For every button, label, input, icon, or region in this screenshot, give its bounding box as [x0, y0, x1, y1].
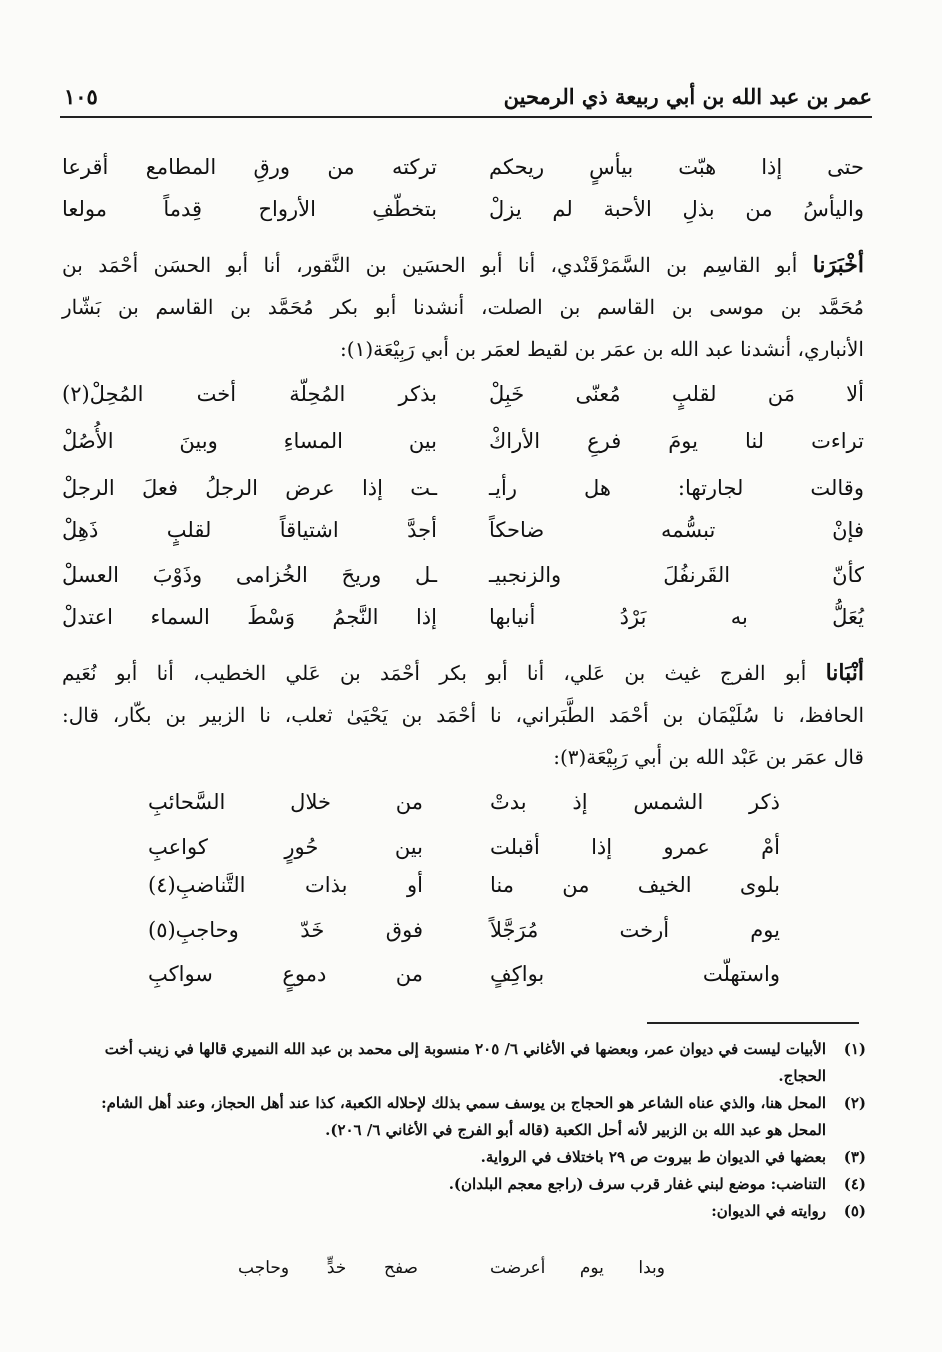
verse-line [62, 155, 864, 195]
paragraph-line: الحافظ، نا سُلَيْمَان بن أحْمَد الطَّبَراني، نا أحْمَد بن يَحْيَىٰ ثعلب، نا الزبير بن بكّار، قال: [62, 703, 864, 727]
verse-hemistich-second: بين المساءِ وبينَ الأُصُلْ [62, 429, 437, 453]
verse-hemistich-second: إذا النَّجمُ وَسْطَ السماء اعتدلْ [62, 605, 437, 629]
paragraph-line: الأنباري، أنشدنا عبد الله بن عمَر بن لقيط لعمَر بن أبي رَبِيْعَة(١): [340, 337, 864, 361]
verse-hemistich-first: تراءت لنا يومَ فرعِ الأراكْ [489, 429, 864, 453]
verse-line [148, 873, 780, 913]
verse-hemistich-second: أو بذات التَّناضبِ(٤) [148, 873, 423, 897]
verse-hemistich-first: يُعَلُّ به بَرْدُ أنيابها [489, 605, 864, 629]
verse-hemistich-first: بلوى الخيف من منا [490, 873, 780, 897]
footnote-text: الأبيات ليست في ديوان عمر، وبعضها في الأغاني ٦/ ٢٠٥ منسوبة إلى محمد بن عبد الله النميري قالها في زينب أخت الحجاج. [104, 1040, 826, 1085]
verse-hemistich-first: واليأسُ من بذلِ الأحبة لم يزلْ [489, 197, 864, 221]
footnote-number: (٢) [843, 1094, 866, 1112]
footnote-number: (٤) [843, 1175, 866, 1193]
paragraph-line: قال عمَر بن عَبْد الله بن أبي رَبِيْعَة(٣): [553, 745, 864, 769]
verse-hemistich-second: تركته من ورقِ المطامع أقرعا [62, 155, 437, 179]
paragraph-line: أنْبَانا أبو الفرج غيث بن عَلي، أنا أبو بكر أحْمَد بن عَلي الخطيب، أنا أبو نُعَيم [62, 660, 864, 686]
footnote [60, 1171, 866, 1198]
verse-hemistich-second: بتخطّفِ الأرواح قِدماً مولعا [62, 197, 437, 221]
footnote-number: (٣) [843, 1148, 866, 1166]
verse-hemistich-first: أمْ عمرو إذا أقبلت [490, 835, 780, 859]
footnote-text: روايته في الديوان: [711, 1202, 826, 1220]
verse-hemistich-first: حتى إذا هبّت بيأسٍ ريحكم [489, 155, 864, 179]
verse-line [148, 835, 780, 875]
footnote [60, 1198, 866, 1225]
footnotes [60, 1036, 866, 1225]
header-rule [60, 116, 872, 118]
page-header [60, 80, 872, 120]
paragraph-line: أخْبَرَنا أبو القاسِم بن السَّمَرْقَنْدي، أنا أبو الحسَين بن النَّقور، أنا أبو الحسَن أحْمَد بن [62, 252, 865, 278]
footnote [60, 1090, 866, 1144]
verse-hemistich-second: فوق خَدّ وحاجبِ(٥) [148, 918, 423, 942]
verse-hemistich-first: يوم أرخت مُرَجَّلاً [490, 918, 780, 942]
verse-line [62, 518, 864, 558]
verse-hemistich-first: ألا مَن لقلبٍ مُعنّى خَبِلْ [489, 382, 864, 406]
footnote-number: (١) [843, 1040, 866, 1058]
verse-hemistich-second: بين حُورٍ كواعبِ [148, 835, 423, 859]
verse-hemistich-first: واستهلّت بواكِفٍ [490, 962, 780, 986]
verse-hemistich-second: ـل وريحَ الخُزامى وذَوْبَ العسلْ [62, 563, 437, 587]
footnote-verse-second: صفح خدٍّ وحاجب [238, 1258, 418, 1278]
isnad-paragraph [62, 652, 864, 778]
footnote-verse-first: وبدا يوم أعرضت [490, 1258, 665, 1278]
verse-hemistich-second: بذكر المُحِلّة أخت المُحِلْ(٢) [62, 382, 437, 406]
verse-hemistich-first: كأنّ القَرنفُلَ والزنجبيـ [489, 563, 864, 587]
running-title: عمر بن عبد الله بن أبي ربيعة ذي الرمحين [503, 84, 872, 109]
verse-line [62, 382, 864, 422]
footnote-rule [647, 1022, 859, 1024]
verse-hemistich-second: من دموعٍ سواكبِ [148, 962, 423, 986]
verse-line [148, 790, 780, 830]
footnote-text: المحل هنا، والذي عناه الشاعر هو الحجاج بن يوسف سمي بذلك لإحلاله الكعبة، كذا عند أهل الحجاز، وعند أهل الشام: المحل هو عبد الله بن الزبير لأنه أحل الكعبة (قاله أبو الفرج في الأغاني ٦/ ٢٠٦). [101, 1094, 826, 1139]
verse-line [148, 918, 780, 958]
verse-line [62, 429, 864, 469]
paragraph-line: مُحَمَّد بن موسى بن القاسم بن الصلت، أنشدنا أبو بكر مُحَمَّد بن القاسم بن بَشّار [62, 295, 864, 319]
isnad-paragraph [62, 244, 864, 370]
verse-line [62, 476, 864, 516]
verse-hemistich-first: فإنْ تبسُّمه ضاحكاً [489, 518, 864, 542]
verse-hemistich-first: وقالت لجارتها: هل رأيـ [489, 476, 864, 500]
verse-hemistich-second: ـت إذا عرض الرجلُ فعلَ الرجلْ [62, 476, 437, 500]
verse-line [62, 605, 864, 645]
footnote-text: بعضها في الديوان ط بيروت ص ٢٩ باختلاف في الرواية. [480, 1148, 826, 1166]
verse-hemistich-first: ذكر الشمس إذ بدتْ [490, 790, 780, 814]
page-number: ١٠٥ [64, 84, 98, 109]
lead-word: أخْبَرَنا [812, 252, 865, 278]
verse-line [148, 962, 780, 1002]
verse-line [62, 563, 864, 603]
footnote-number: (٥) [843, 1202, 866, 1220]
lead-word: أنْبَانا [825, 660, 864, 686]
footnote [60, 1036, 866, 1090]
footnote-text: التناضب: موضع لبني غفار قرب سرف (راجع معجم البلدان). [448, 1175, 826, 1193]
verse-hemistich-second: من خلال السَّحائبِ [148, 790, 423, 814]
verse-hemistich-second: أجدَّ اشتياقاً لقلبٍ ذَهِلْ [62, 518, 437, 542]
footnote [60, 1144, 866, 1171]
verse-line [62, 197, 864, 237]
